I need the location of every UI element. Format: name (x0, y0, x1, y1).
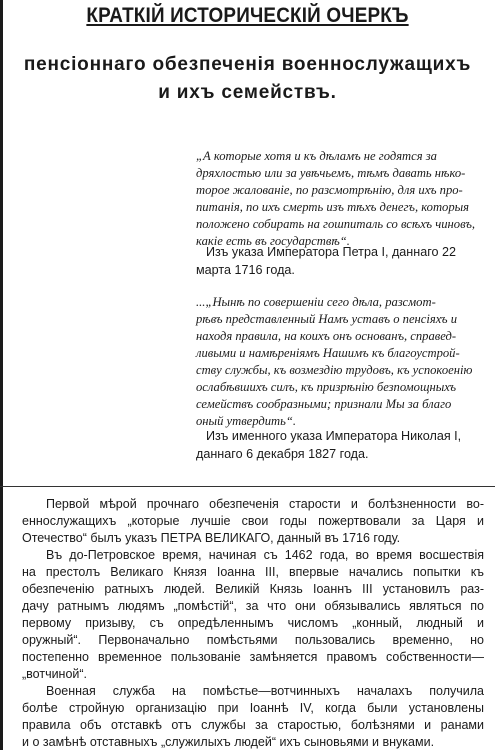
quote-line: „А которые хотя и къ дѣламъ не годятся за (196, 149, 437, 163)
source-line: Изъ именного указа Императора Николая I, (206, 429, 462, 443)
quote-line: какіе есть въ государствѣ“. (196, 234, 350, 248)
quote-line: ...„Нынѣ по совершеніи сего дѣла, разсмот- (196, 295, 436, 309)
paragraph-line: Отечество“ былъ указъ ПЕТРА ВЕЛИКАГО, данный въ 1716 году. (22, 531, 401, 545)
page-edge (0, 0, 3, 750)
paragraph-line: „вотчиной“. (22, 667, 88, 681)
paragraph-line: первому призыву, съ опредѣленнымъ числомъ „конный, людный и (22, 616, 484, 630)
epigraph-quote-1 (196, 148, 484, 250)
quote-line: ству службы, къ возмездію трудовъ, къ успокоенію (196, 363, 473, 377)
paragraph-line: и о замѣнѣ отставныхъ „служилыхъ людей“ ихъ сыновьями и внуками. (22, 735, 435, 749)
paragraph-line: оружный“. Первоначально помѣстьями пользовались временно, но (22, 633, 484, 647)
paragraph-line: на престолъ Великаго Князя Іоанна III, впервые начались попытки къ (22, 565, 484, 579)
quote-line: рѣвъ представленный Намъ уставъ о пенсіяхъ и (196, 312, 457, 326)
quote-line: положено собирать на гошпиталь со всѣхъ чиновъ, (196, 217, 476, 231)
paragraph-line: правила объ отставкѣ отъ службы за старостью, болѣзнями и ранами (22, 718, 484, 732)
paragraph-line: Первой мѣрой прочнаго обезпеченія старости и болѣзненности во- (46, 497, 484, 511)
paragraph-line: дачу ратнымъ людямъ „помѣстій“, за что они обязывались являться по (22, 599, 484, 613)
paragraph-line: постепенно временное пользованіе замѣняется правомъ собственности— (22, 650, 484, 664)
section-divider (0, 486, 495, 487)
paragraph-line: Въ до-Петровское время, начиная съ 1462 года, во время восшествія (46, 548, 484, 562)
body-paragraph-2 (22, 547, 484, 683)
quote-line: питанія, по ихъ смерть изъ тѣхъ денегъ, которыя (196, 200, 470, 214)
paragraph-line: еннослужащихъ „которые лучшіе свои годы пожертвовали за Царя и (22, 514, 484, 528)
paragraph-line: Военная служба на помѣстье—вотчинныхъ началахъ получила (46, 684, 484, 698)
source-line: марта 1716 года. (196, 263, 295, 277)
quote-line: ливыми и намѣреніямъ Нашимъ къ благоустрой- (196, 346, 460, 360)
paragraph-line: обезпеченію ратныхъ людей. Великій Князь Іоаннъ III установилъ раз- (22, 582, 484, 596)
page-subtitle-line-2: и ихъ семействъ. (158, 82, 337, 103)
body-paragraph-1 (22, 496, 484, 547)
quote-line: ослабѣвшихъ силъ, къ призрѣнію безпомощныхъ (196, 380, 457, 394)
epigraph-source-1 (196, 243, 484, 279)
epigraph-source-2 (196, 427, 484, 463)
body-paragraph-3 (22, 683, 484, 751)
source-line: Изъ указа Императора Петра I, даннаго 22 (206, 245, 457, 259)
quote-line: дряхлостью или за увѣчьемъ, тѣмъ давать нѣко- (196, 166, 466, 180)
source-line: даннаго 6 декабря 1827 года. (196, 447, 369, 461)
epigraph-quote-2 (196, 294, 484, 430)
quote-line: торое жалованіе, по разсмотрѣнію, для ихъ про- (196, 183, 463, 197)
quote-line: семействъ сообразными; признали Мы за благо (196, 397, 452, 411)
quote-line: оный утвердить“. (196, 414, 297, 428)
page-subtitle-line-1: пенсіоннаго обезпеченія военнослужащихъ (23, 54, 472, 75)
page-title: КРАТКІЙ ИСТОРИЧЕСКІЙ ОЧЕРКЪ (86, 4, 409, 27)
paragraph-line: болѣе стройную организацію при Іоаннѣ IV, когда были установлены (22, 701, 484, 715)
quote-line: находя правила, на коихъ онъ основанъ, справед- (196, 329, 457, 343)
